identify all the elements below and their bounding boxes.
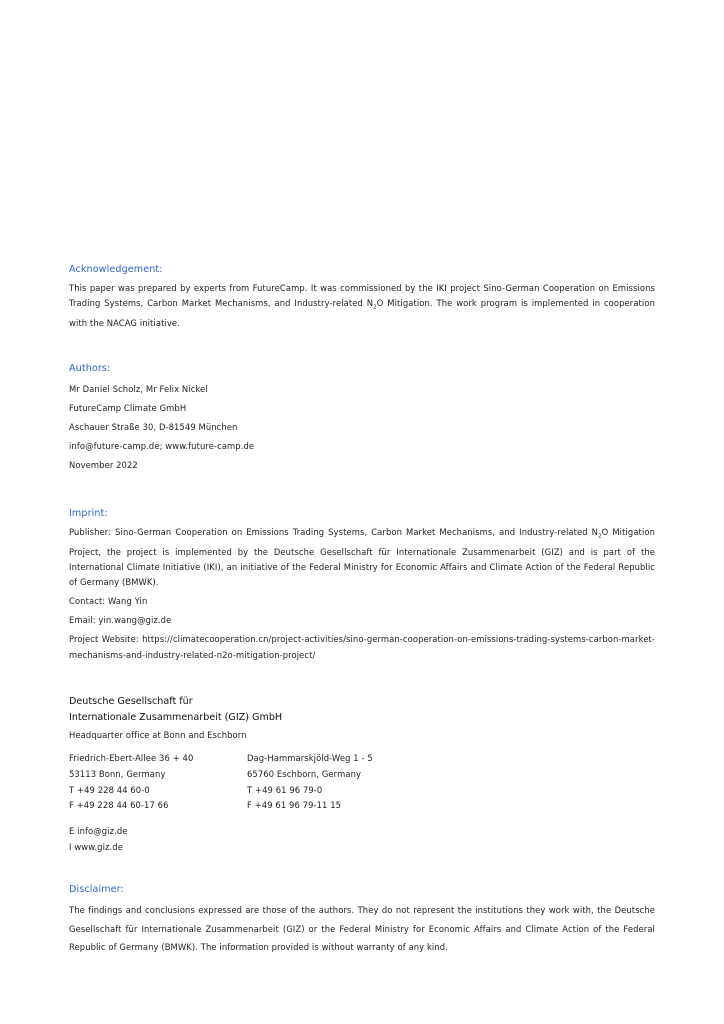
bonn-phone: T +49 228 44 60-0 (69, 784, 150, 795)
imprint-section (69, 508, 655, 663)
disclaimer-text: The findings and conclusions expressed are those of the authors. They do not represent the institutions they work with, the Deutsche Gesellschaft für Internationale Zusammenarbeit (GIZ) or the Federal Ministry for Economic Affairs and Climate Action of the Federal Republic of Germany (BMWK). The information provided is without warranty of any kind. (69, 905, 655, 953)
disclaimer-heading: Disclaimer: (69, 884, 124, 895)
giz-eschborn-address (247, 751, 425, 814)
authors-company: FutureCamp Climate GmbH (69, 403, 187, 413)
eschborn-fax: F +49 61 96 79-11 15 (247, 800, 342, 811)
imprint-publisher: Publisher: Sino-German Cooperation on Emissions Trading Systems, Carbon Market Mechanisms, and Industry-related $N_2O$ Mitigation Project, the project is implemented by the Deutsche Gesellschaft für Internationale Zusammenarbeit (GIZ) and is part of the International Climate Initiative (IKI), an initiative of the Federal Ministry for Economic Affairs and Climate Action of the Federal Republic of Germany (BMWK). (69, 527, 656, 588)
imprint-heading: Imprint: (69, 508, 108, 519)
giz-email[interactable]: E info@giz.de (69, 826, 128, 837)
giz-name-line1: Deutsche Gesellschaft für (69, 696, 193, 707)
authors-address: Aschauer Straße 30, D-81549 München (69, 422, 238, 432)
giz-contact (69, 824, 655, 856)
authors-contact[interactable]: info@future-camp.de; www.future-camp.de (69, 441, 255, 451)
bonn-city: 53113 Bonn, Germany (69, 768, 166, 779)
imprint-email[interactable]: Email: yin.wang@giz.de (69, 615, 172, 626)
acknowledgement-text: This paper was prepared by experts from FutureCamp. It was commissioned by the IKI project Sino-German Cooperation on Emissions Trading Systems, Carbon Market Mechanisms, and Industry-related $N_2O$ Mitigation. The work program is implemented in cooperation with the NACAG initiative. (69, 283, 655, 329)
giz-section (69, 694, 655, 856)
giz-hq: Headquarter office at Bonn and Eschborn (69, 730, 247, 740)
giz-name-line2: Internationale Zusammenarbeit (GIZ) GmbH (69, 711, 283, 723)
eschborn-city: 65760 Eschborn, Germany (247, 768, 362, 779)
authors-heading: Authors: (69, 363, 111, 374)
authors-section (69, 363, 655, 475)
acknowledgement-heading: Acknowledgement: (69, 264, 163, 275)
disclaimer-section (69, 884, 655, 957)
bonn-fax: F +49 228 44 60-17 66 (69, 800, 169, 811)
imprint-website[interactable]: Project Website: https://climatecooperation.cn/project-activities/sino-german-cooperation-on-emissions-trading-systems-carbon-market-mechanisms-and-industry-related-n2o-mitigation-project/ (69, 634, 655, 660)
authors-names: Mr Daniel Scholz, Mr Felix Nickel (69, 384, 208, 394)
imprint-contact: Contact: Wang Yin (69, 596, 148, 607)
acknowledgement-section (69, 264, 655, 331)
bonn-street: Friedrich-Ebert-Allee 36 + 40 (69, 753, 194, 763)
giz-web[interactable]: I www.giz.de (69, 841, 123, 852)
giz-addresses (69, 751, 655, 814)
giz-bonn-address (69, 751, 247, 814)
eschborn-street: Dag-Hammarskjöld-Weg 1 - 5 (247, 753, 373, 763)
authors-date: November 2022 (69, 460, 138, 470)
eschborn-phone: T +49 61 96 79-0 (247, 784, 323, 795)
